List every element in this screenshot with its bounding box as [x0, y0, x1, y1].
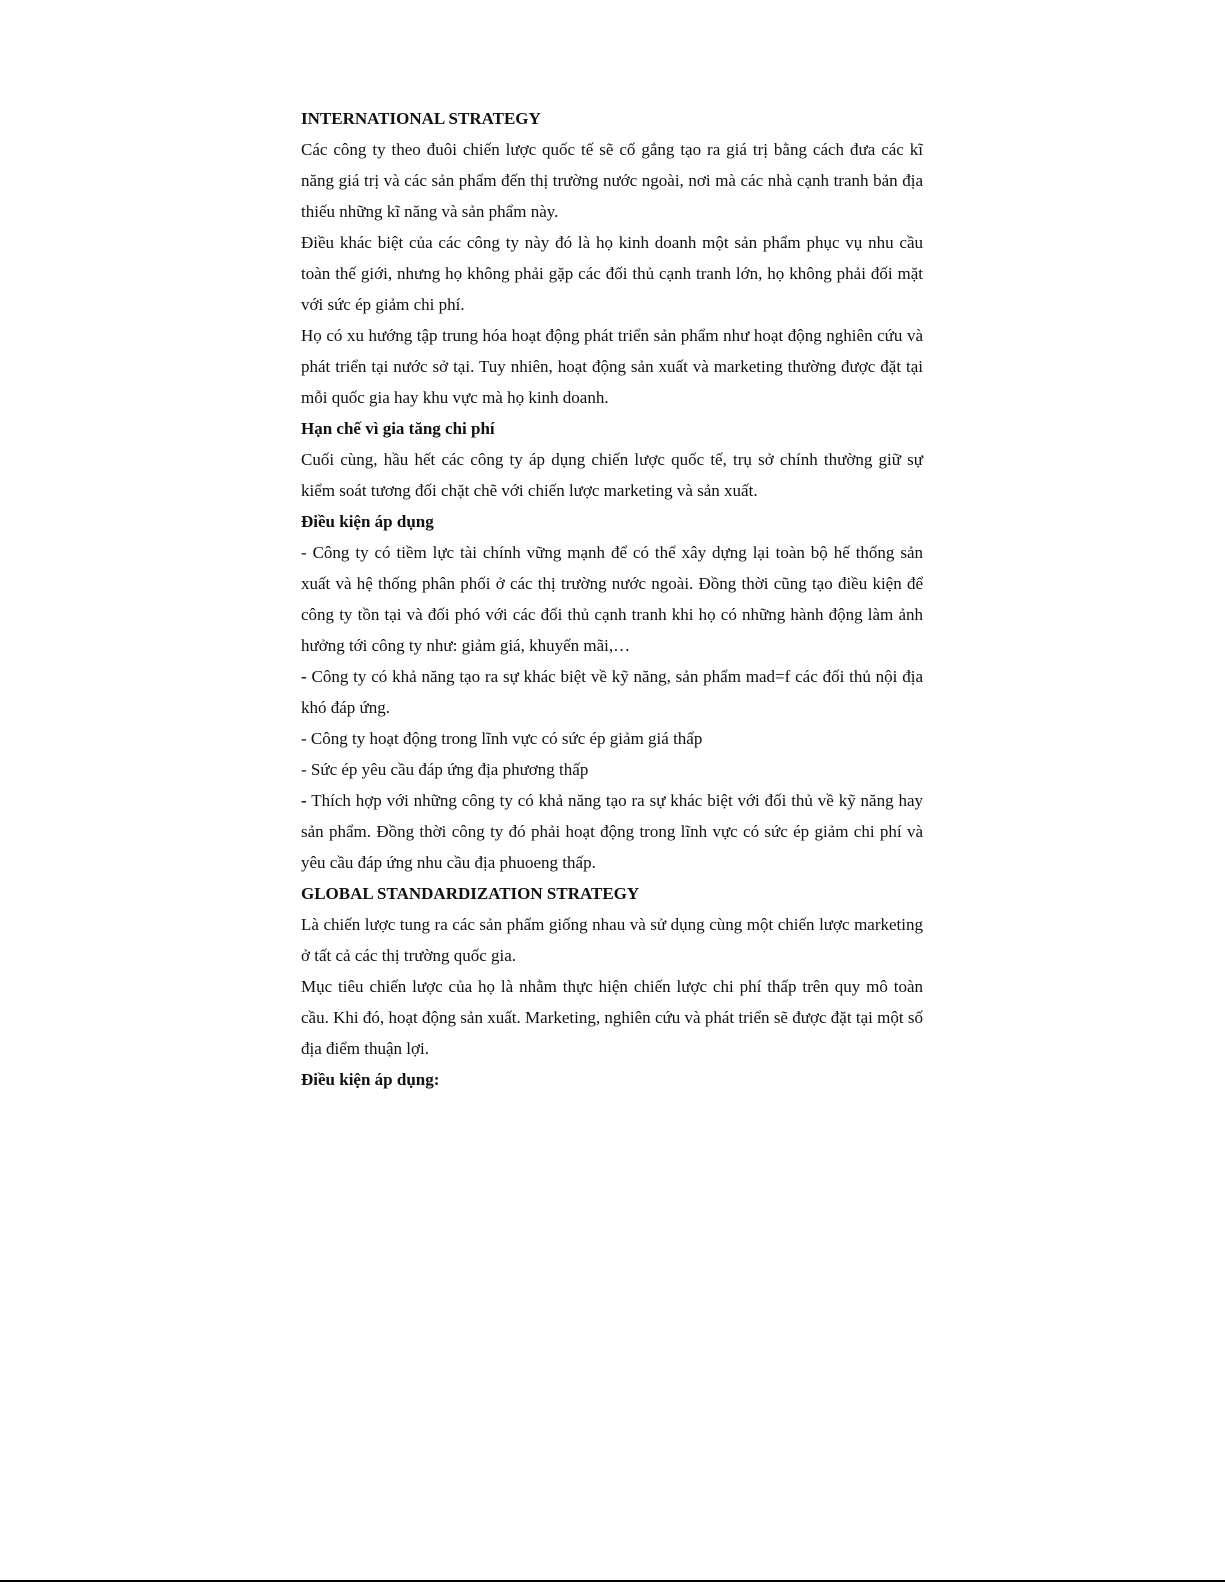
paragraph: Các công ty theo đuôi chiến lược quốc tế sẽ cố gắng tạo ra giá trị bằng cách đưa các kĩ năng giá trị và các sản phẩm đến thị trường nước ngoài, nơi mà các nhà cạnh tranh bản địa thiếu những kĩ năng và sản phẩm này. [301, 140, 923, 221]
section-heading: INTERNATIONAL STRATEGY [301, 109, 541, 128]
section-heading: Điều kiện áp dụng [301, 512, 434, 531]
list-bullet: - [301, 791, 307, 810]
paragraph: Là chiến lược tung ra các sản phẩm giống nhau và sử dụng cùng một chiến lược marketing ở tất cả các thị trường quốc gia. [301, 915, 923, 965]
paragraph: Mục tiêu chiến lược của họ là nhằm thực hiện chiến lược chi phí thấp trên quy mô toàn cầu. Khi đó, hoạt động sản xuất. Marketing, nghiên cứu và phát triển sẽ được đặt tại một số địa điểm thuận lợi. [301, 977, 923, 1058]
list-item-text: Công ty có khả năng tạo ra sự khác biệt về kỹ năng, sản phẩm mad=f các đối thủ nội địa khó đáp ứng. [301, 667, 923, 717]
list-item [301, 785, 923, 878]
section-heading: GLOBAL STANDARDIZATION STRATEGY [301, 884, 640, 903]
paragraph: Cuối cùng, hầu hết các công ty áp dụng chiến lược quốc tế, trụ sở chính thường giữ sự kiểm soát tương đối chặt chẽ với chiến lược marketing và sản xuất. [301, 450, 923, 500]
list-item-text: Sức ép yêu cầu đáp ứng địa phương thấp [306, 760, 589, 779]
list-item [301, 723, 923, 754]
list-bullet: - [301, 729, 307, 748]
page-bottom-border [0, 1580, 1225, 1582]
paragraph: Điều khác biệt của các công ty này đó là họ kinh doanh một sản phẩm phục vụ nhu cầu toàn thế giới, nhưng họ không phải gặp các đối thủ cạnh tranh lớn, họ không phải đối mặt với sức ép giảm chi phí. [301, 233, 923, 314]
list-item-text: Thích hợp với những công ty có khả năng tạo ra sự khác biệt với đối thủ về kỹ năng hay sản phẩm. Đồng thời công ty đó phải hoạt động trong lĩnh vực có sức ép giảm chi phí và yêu cầu đáp ứng nhu cầu địa phuoeng thấp. [301, 791, 923, 872]
document-page [301, 103, 923, 1095]
section-heading: Điều kiện áp dụng: [301, 1070, 440, 1089]
list-item [301, 754, 923, 785]
paragraph: Họ có xu hướng tập trung hóa hoạt động phát triển sản phẩm như hoạt động nghiên cứu và phát triển tại nước sở tại. Tuy nhiên, hoạt động sản xuất và marketing thường được đặt tại mỗi quốc gia hay khu vực mà họ kinh doanh. [301, 326, 923, 407]
list-bullet: - [301, 667, 307, 686]
list-item [301, 661, 923, 723]
list-bullet: - [301, 760, 307, 779]
list-item [301, 537, 923, 661]
list-item-text: Công ty có tiềm lực tài chính vững mạnh để có thể xây dựng lại toàn bộ hế thống sản xuất và hệ thống phân phối ở các thị trường nước ngoài. Đồng thời cũng tạo điều kiện để công ty tồn tại và đối phó với các đối thủ cạnh tranh khi họ có những hành động làm ảnh hưởng tới công ty như: giảm giá, khuyến mãi,… [301, 543, 923, 655]
section-heading: Hạn chế vì gia tăng chi phí [301, 419, 495, 438]
list-bullet: - [301, 543, 307, 562]
list-item-text: Công ty hoạt động trong lĩnh vực có sức ép giảm giá thấp [306, 729, 703, 748]
